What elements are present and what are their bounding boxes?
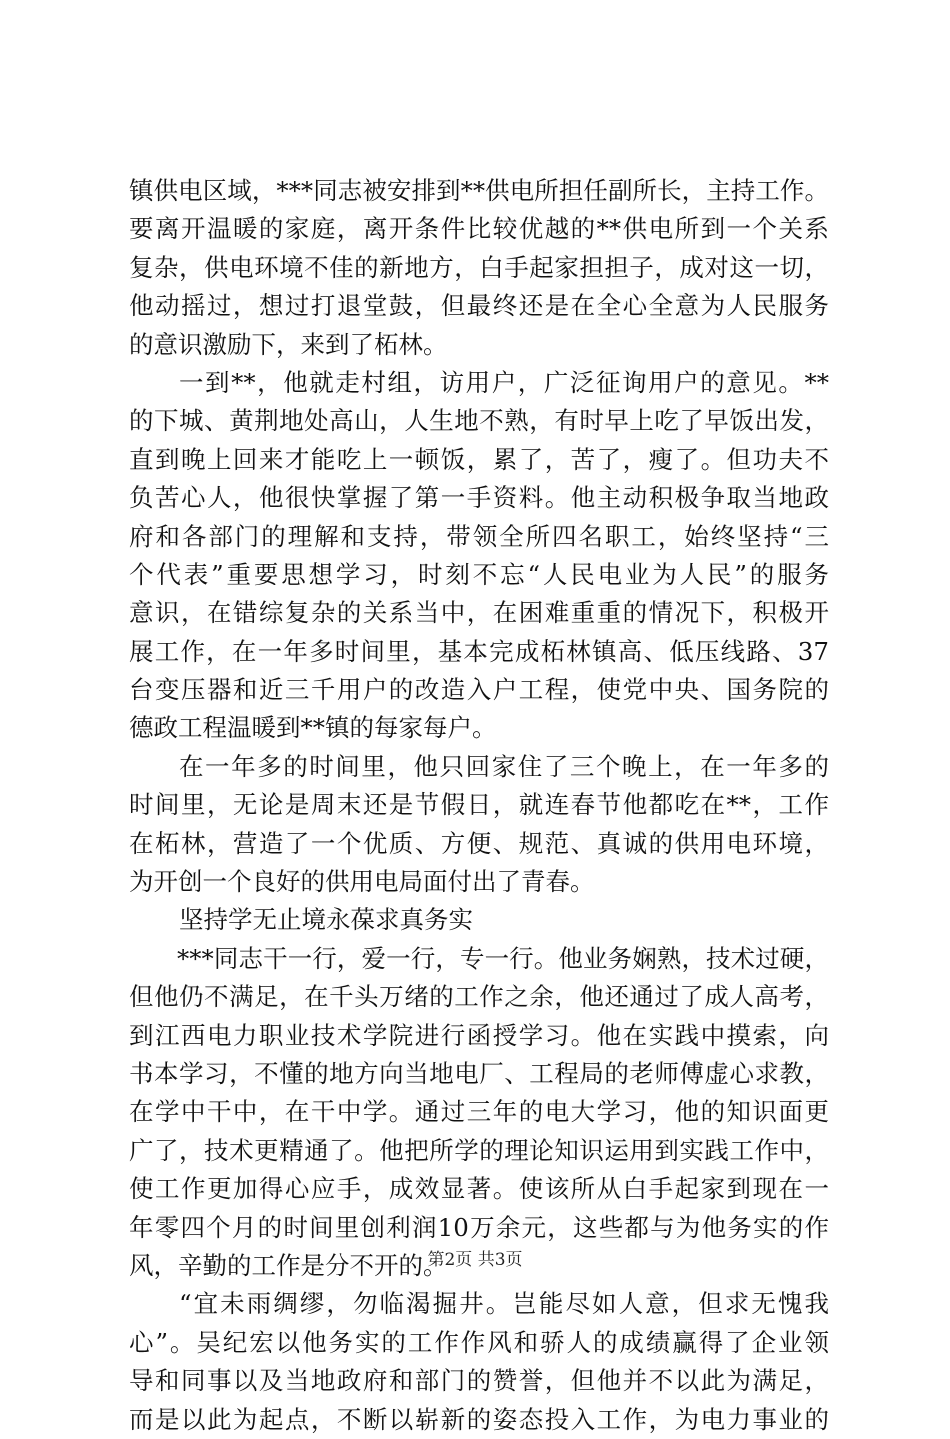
paragraph-first-line: ***同志干一行，爱一行，专一行。他业务娴熟，技术过硬， bbox=[177, 943, 829, 973]
text-line: 直到晚上回来才能吃上一顿饭，累了，苦了，瘦了。但功夫不 bbox=[129, 444, 829, 474]
page-footer bbox=[0, 1245, 950, 1270]
text-line: 复杂，供电环境不佳的新地方，白手起家担担子，成对这一切， bbox=[129, 252, 829, 282]
text-line: 到江西电力职业技术学院进行函授学习。他在实践中摸索，向 bbox=[129, 1020, 829, 1050]
text-line: 书本学习，不懂的地方向当地电厂、工程局的老师傅虚心求教， bbox=[129, 1058, 829, 1088]
paragraph-first-line: 一到**，他就走村组，访用户，广泛征询用户的意见。** bbox=[179, 367, 829, 397]
text-line: 风，辛勤的工作是分不开的。 bbox=[129, 1250, 448, 1280]
text-line: 在学中干中，在干中学。通过三年的电大学习，他的知识面更 bbox=[129, 1097, 829, 1127]
text-line: 府和各部门的理解和支持，带领全所四名职工，始终坚持“三 bbox=[129, 521, 829, 551]
text-line: 个代表”重要思想学习，时刻不忘“人民电业为人民”的服务 bbox=[129, 559, 829, 589]
text-line: 为开创一个良好的供用电局面付出了青春。 bbox=[129, 867, 595, 897]
text-line: 镇供电区域，***同志被安排到**供电所担任副所长，主持工作。 bbox=[129, 176, 829, 205]
text-line: 负苦心人，他很快掌握了第一手资料。他主动积极争取当地政 bbox=[129, 483, 829, 513]
text-line: 台变压器和近三千用户的改造入户工程，使党中央、国务院的 bbox=[129, 675, 829, 705]
text-line: 心”。吴纪宏以他务实的工作作风和骄人的成绩赢得了企业领 bbox=[129, 1327, 829, 1357]
text-line: 德政工程温暖到**镇的每家每户。 bbox=[129, 713, 497, 743]
text-line: 使工作更加得心应手，成效显著。使该所从白手起家到现在一 bbox=[129, 1174, 829, 1204]
text-line: 在柘林，营造了一个优质、方便、规范、真诚的供用电环境， bbox=[129, 828, 829, 858]
text-line: 而是以此为起点，不断以崭新的姿态投入工作，为电力事业的 bbox=[129, 1404, 829, 1434]
text-line: 意识，在错综复杂的关系当中，在困难重重的情况下，积极开 bbox=[129, 598, 829, 628]
text-line: 展工作，在一年多时间里，基本完成柘林镇高、低压线路、37 bbox=[129, 636, 829, 666]
text-line: 的下城、黄荆地处高山，人生地不熟，有时早上吃了早饭出发， bbox=[129, 406, 829, 436]
text-line: 要离开温暖的家庭，离开条件比较优越的**供电所到一个关系 bbox=[129, 214, 829, 244]
section-heading: 坚持学无止境永葆求真务实 bbox=[179, 905, 473, 935]
text-line: 广了，技术更精通了。他把所学的理论知识运用到实践工作中， bbox=[129, 1135, 829, 1165]
paragraph-first-line: 在一年多的时间里，他只回家住了三个晚上，在一年多的 bbox=[179, 751, 829, 781]
paragraph-first-line: “宜未雨绸缪，勿临渴掘井。岂能尽如人意，但求无愧我 bbox=[179, 1289, 829, 1319]
text-line: 的意识激励下，来到了柘林。 bbox=[129, 329, 448, 359]
text-line: 但他仍不满足，在千头万绪的工作之余，他还通过了成人高考， bbox=[129, 982, 829, 1012]
page-number: 第2页 共3页 bbox=[427, 1250, 523, 1270]
text-line: 他动摇过，想过打退堂鼓，但最终还是在全心全意为人民服务 bbox=[129, 291, 829, 321]
text-line: 年零四个月的时间里创利润10万余元，这些都与为他务实的作 bbox=[129, 1212, 829, 1242]
text-line: 时间里，无论是周末还是节假日，就连春节他都吃在**，工作 bbox=[129, 790, 829, 820]
text-line: 导和同事以及当地政府和部门的赞誉，但他并不以此为满足， bbox=[129, 1366, 829, 1396]
